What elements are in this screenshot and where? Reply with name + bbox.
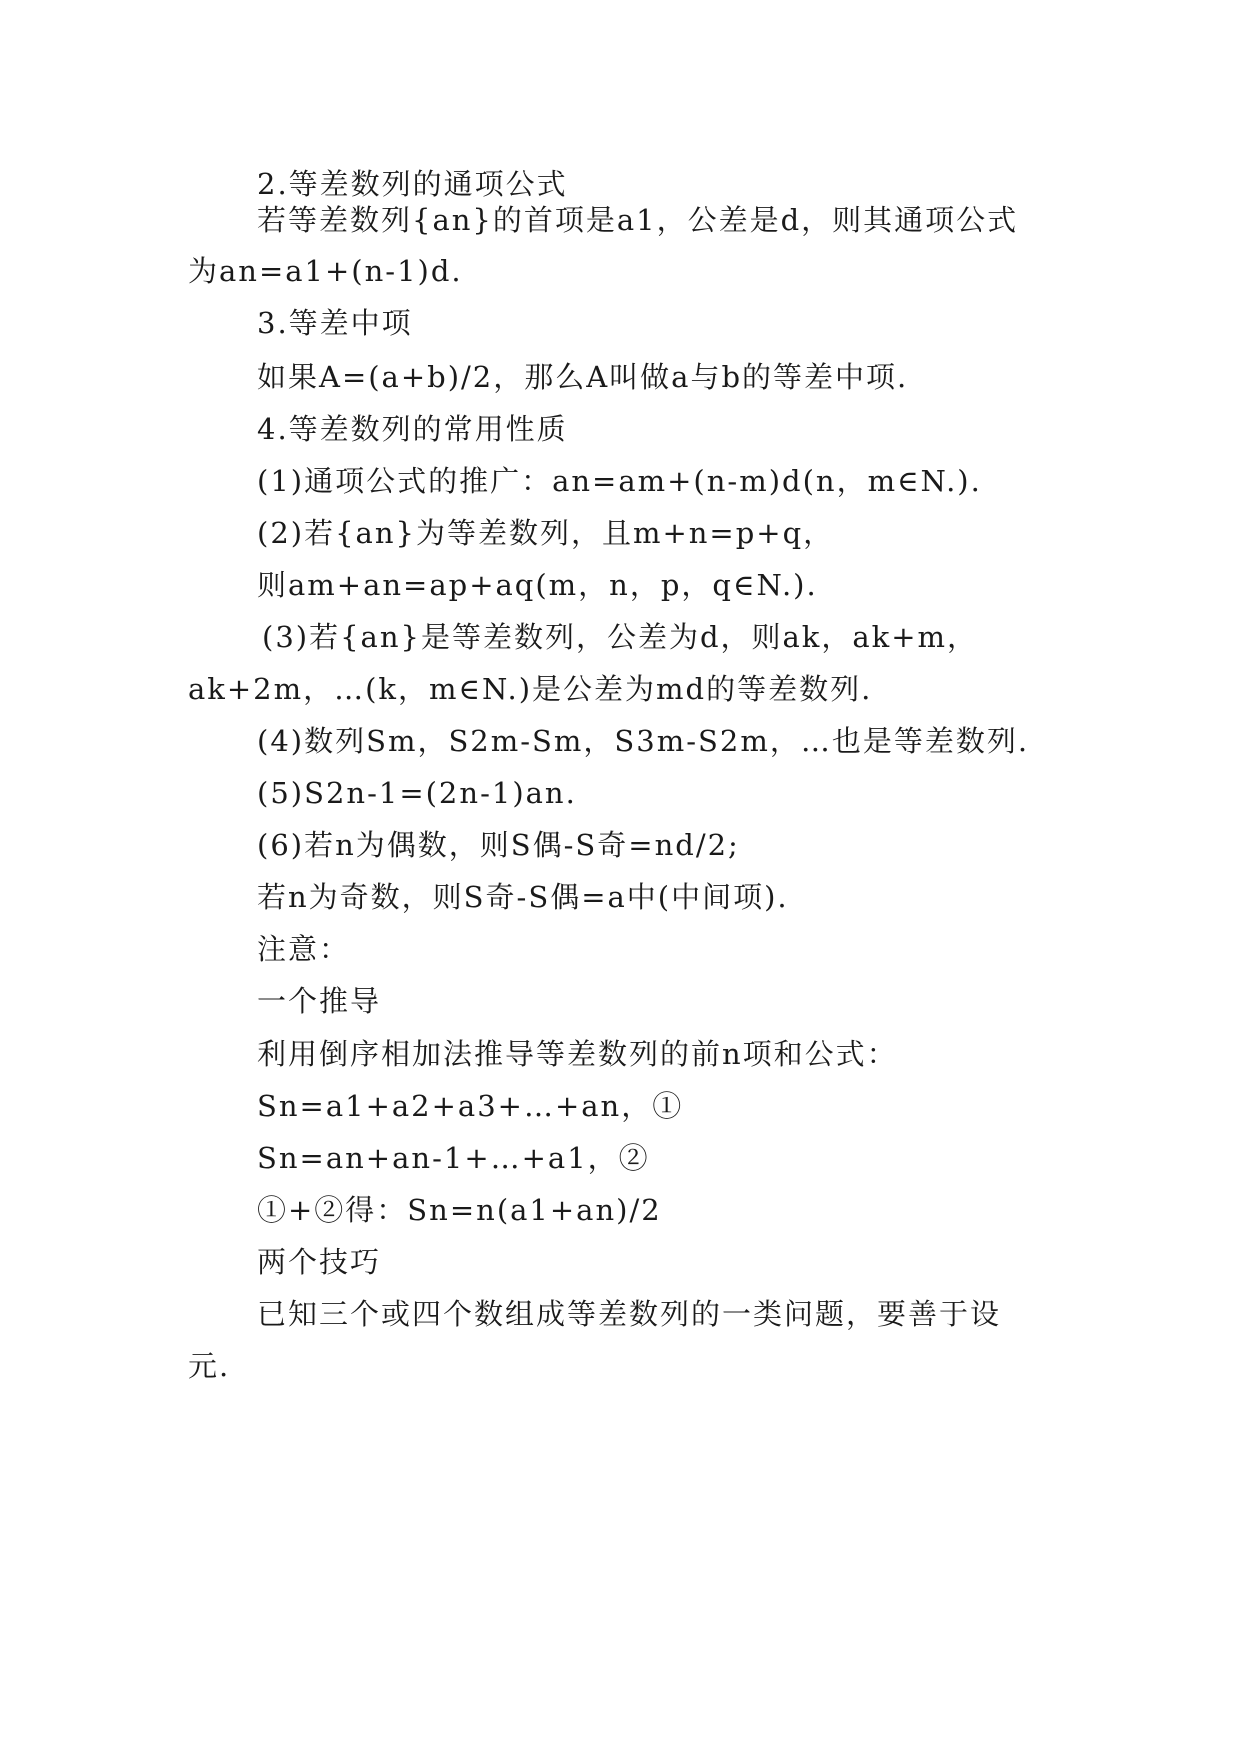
derivation-intro: 利用倒序相加法推导等差数列的前n项和公式： (257, 1037, 898, 1071)
heading-common-properties: 4.等差数列的常用性质 (257, 412, 568, 446)
property-1: (1)通项公式的推广：an=am+(n-m)d(n，m∈N.). (257, 464, 982, 498)
property-6-line-2: 若n为奇数，则S奇-S偶=a中(中间项). (257, 880, 789, 914)
equation-2: Sn=an+an-1+…+a1，② (257, 1141, 650, 1175)
subheading-two-techniques: 两个技巧 (257, 1245, 382, 1279)
property-2-line-2: 则am+an=ap+aq(m，n，p，q∈N.). (257, 568, 818, 602)
property-3-line-1: (3)若{an}是等差数列，公差为d，则ak，ak+m， (262, 620, 979, 654)
paragraph-general-term-line-1: 若等差数列{an}的首项是a1，公差是d，则其通项公式 (257, 203, 1019, 237)
note-heading: 注意： (257, 932, 351, 966)
paragraph-general-term-line-2: 为an=a1+(n-1)d. (188, 254, 463, 288)
heading-arithmetic-general-term: 2.等差数列的通项公式 (257, 167, 568, 201)
heading-arithmetic-mean: 3.等差中项 (257, 306, 413, 340)
equation-sum: ①+②得：Sn=n(a1+an)/2 (257, 1193, 662, 1227)
paragraph-arithmetic-mean: 如果A=(a+b)/2，那么A叫做a与b的等差中项. (257, 360, 909, 394)
equation-1: Sn=a1+a2+a3+…+an，① (257, 1089, 684, 1123)
subheading-one-derivation: 一个推导 (257, 984, 382, 1018)
property-6-line-1: (6)若n为偶数，则S偶-S奇=nd/2; (257, 828, 740, 862)
property-3-line-2: ak+2m，…(k，m∈N.)是公差为md的等差数列. (188, 672, 873, 706)
technique-line-1: 已知三个或四个数组成等差数列的一类问题，要善于设 (257, 1297, 1002, 1331)
technique-line-2: 元. (188, 1349, 231, 1383)
property-2-line-1: (2)若{an}为等差数列，且m+n=p+q， (257, 516, 835, 550)
property-5: (5)S2n-1=(2n-1)an. (257, 776, 577, 810)
property-4: (4)数列Sm，S2m-Sm，S3m-S2m，…也是等差数列. (257, 724, 1030, 758)
